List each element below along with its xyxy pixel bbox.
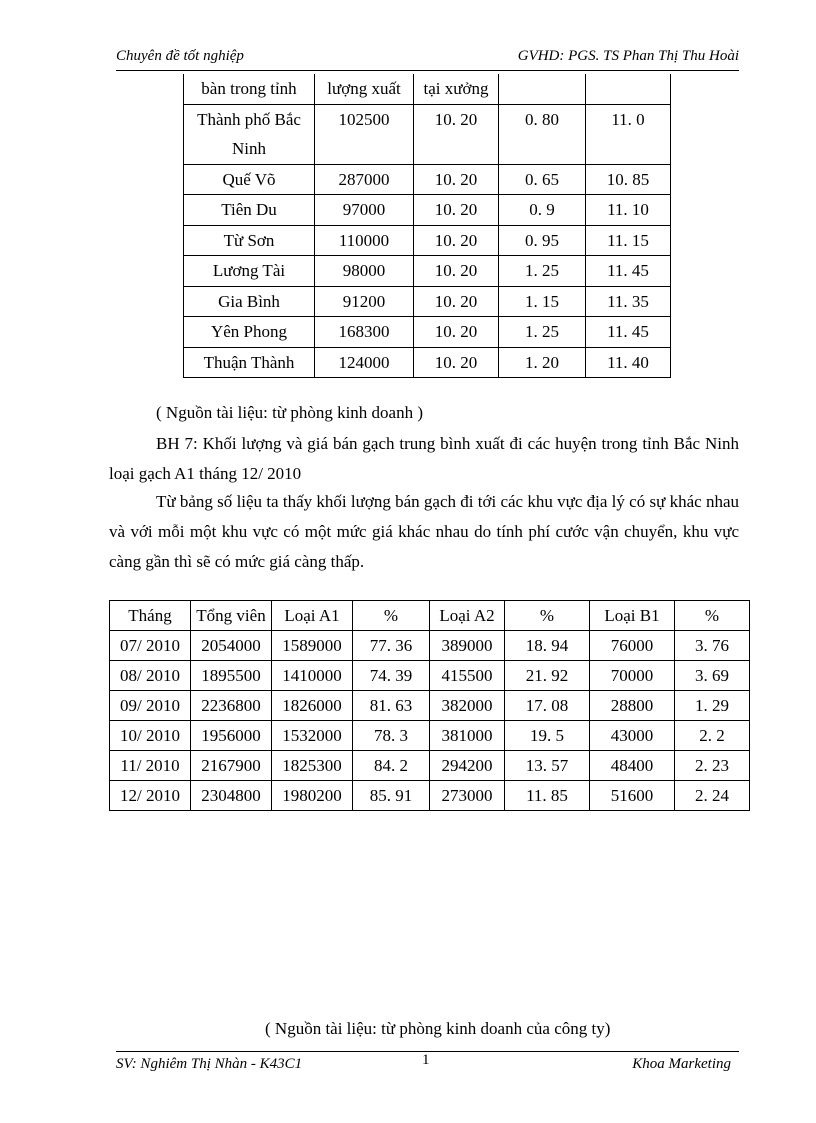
table-cell: 10. 20 <box>414 225 499 256</box>
table-cell: 110000 <box>315 225 414 256</box>
table-cell: 08/ 2010 <box>110 661 191 691</box>
table-cell: 19. 5 <box>505 721 590 751</box>
analysis-paragraph: Từ bảng số liệu ta thấy khối lượng bán gạch đi tới các khu vực địa lý có sự khác nhau và với mỗi một khu vực có một mức giá khác nhau do tính phí cước vận chuyển, khu vực càng gần thì sẽ có mức giá càng thấp. <box>109 492 739 571</box>
table-cell: 381000 <box>430 721 505 751</box>
table-cell: 2236800 <box>191 691 272 721</box>
table-cell: 11. 45 <box>586 256 671 287</box>
table-cell: 10. 20 <box>414 347 499 378</box>
table-row <box>184 317 671 348</box>
table-cell: 43000 <box>590 721 675 751</box>
table-cell: 10. 20 <box>414 317 499 348</box>
table-cell: Thành phố Bắc Ninh <box>184 104 315 164</box>
table-cell: 1532000 <box>272 721 353 751</box>
table-cell: 11. 15 <box>586 225 671 256</box>
table-cell: 17. 08 <box>505 691 590 721</box>
table-cell: 78. 3 <box>353 721 430 751</box>
table-cell: 28800 <box>590 691 675 721</box>
table-cell: 10/ 2010 <box>110 721 191 751</box>
table-cell: 124000 <box>315 347 414 378</box>
table-cell: 74. 39 <box>353 661 430 691</box>
page-header <box>116 46 739 71</box>
table-cell: 2. 2 <box>675 721 750 751</box>
table-cell: 11/ 2010 <box>110 751 191 781</box>
table-cell: 07/ 2010 <box>110 631 191 661</box>
table-cell: 3. 76 <box>675 631 750 661</box>
header-advisor: GVHD: PGS. TS Phan Thị Thu Hoài <box>517 48 739 64</box>
table-cell: lượng xuất <box>315 74 414 104</box>
table-cell: tại xưởng <box>414 74 499 104</box>
column-header: % <box>353 601 430 631</box>
table-cell: 21. 92 <box>505 661 590 691</box>
table-cell: 389000 <box>430 631 505 661</box>
table2-source-note: ( Nguồn tài liệu: từ phòng kinh doanh của công ty) <box>265 1019 611 1038</box>
table-cell: 3. 69 <box>675 661 750 691</box>
table-cell: 97000 <box>315 195 414 226</box>
table-cell: 294200 <box>430 751 505 781</box>
table-row <box>184 256 671 287</box>
table-cell: 84. 2 <box>353 751 430 781</box>
page-footer <box>116 1051 739 1080</box>
table-cell <box>499 74 586 104</box>
table-cell: Thuận Thành <box>184 347 315 378</box>
column-header: Loại A2 <box>430 601 505 631</box>
footer-student: SV: Nghiêm Thị Nhàn - K43C1 <box>116 1056 303 1072</box>
table-cell: 2. 24 <box>675 781 750 811</box>
table-cell: 77. 36 <box>353 631 430 661</box>
table-cell: 10. 85 <box>586 164 671 195</box>
table-cell: 76000 <box>590 631 675 661</box>
table-cell: Tiên Du <box>184 195 315 226</box>
table-cell: 1. 29 <box>675 691 750 721</box>
table-cell: 18. 94 <box>505 631 590 661</box>
table-header-row <box>110 601 750 631</box>
table-row <box>110 631 750 661</box>
table-row <box>184 74 671 104</box>
table-cell: 0. 9 <box>499 195 586 226</box>
table-cell: 1. 20 <box>499 347 586 378</box>
table-cell: 0. 65 <box>499 164 586 195</box>
table-cell: 1826000 <box>272 691 353 721</box>
table-cell: 98000 <box>315 256 414 287</box>
table-cell: 2167900 <box>191 751 272 781</box>
table-cell: 11. 0 <box>586 104 671 164</box>
column-header: % <box>675 601 750 631</box>
table-cell: Từ Sơn <box>184 225 315 256</box>
monthly-volume-table <box>109 600 750 811</box>
table-row <box>184 164 671 195</box>
table-cell: 2304800 <box>191 781 272 811</box>
column-header: % <box>505 601 590 631</box>
table-cell: 1589000 <box>272 631 353 661</box>
table-cell: 415500 <box>430 661 505 691</box>
table-cell: 1956000 <box>191 721 272 751</box>
table-cell: 1895500 <box>191 661 272 691</box>
table-row <box>110 751 750 781</box>
column-header: Loại A1 <box>272 601 353 631</box>
footer-faculty: Khoa Marketing <box>632 1056 731 1072</box>
header-thesis-label: Chuyên đề tốt nghiệp <box>116 48 244 64</box>
table-cell: 2. 23 <box>675 751 750 781</box>
table-row <box>184 225 671 256</box>
column-header: Tổng viên <box>191 601 272 631</box>
table-caption-paragraph: BH 7: Khối lượng và giá bán gạch trung bình xuất đi các huyện trong tỉnh Bắc Ninh loại gạch A1 tháng 12/ 2010 <box>109 434 739 483</box>
table-cell: 70000 <box>590 661 675 691</box>
table-cell: 273000 <box>430 781 505 811</box>
table-row <box>184 347 671 378</box>
table-cell: 11. 85 <box>505 781 590 811</box>
table-row <box>184 195 671 226</box>
table-cell: 1. 25 <box>499 256 586 287</box>
page-number: 1 <box>422 1052 430 1068</box>
table-cell: 10. 20 <box>414 256 499 287</box>
table-cell: Quế Võ <box>184 164 315 195</box>
table-cell: 10. 20 <box>414 104 499 164</box>
table-cell: 12/ 2010 <box>110 781 191 811</box>
table-cell: 287000 <box>315 164 414 195</box>
table-cell: 11. 10 <box>586 195 671 226</box>
table-cell: 09/ 2010 <box>110 691 191 721</box>
table-cell: 85. 91 <box>353 781 430 811</box>
table-cell: 382000 <box>430 691 505 721</box>
column-header: Loại B1 <box>590 601 675 631</box>
table-cell: bàn trong tỉnh <box>184 74 315 104</box>
table-row <box>110 781 750 811</box>
table-cell: 10. 20 <box>414 164 499 195</box>
table-cell: 0. 95 <box>499 225 586 256</box>
table-cell: 1825300 <box>272 751 353 781</box>
table-cell: Yên Phong <box>184 317 315 348</box>
table-row <box>110 691 750 721</box>
table-cell: 10. 20 <box>414 195 499 226</box>
table-cell: 168300 <box>315 317 414 348</box>
table-cell: 11. 35 <box>586 286 671 317</box>
table-cell: Gia Bình <box>184 286 315 317</box>
district-price-table <box>183 74 671 378</box>
table-cell: 48400 <box>590 751 675 781</box>
table-cell: 11. 45 <box>586 317 671 348</box>
table-cell: 11. 40 <box>586 347 671 378</box>
column-header: Tháng <box>110 601 191 631</box>
table-cell: 0. 80 <box>499 104 586 164</box>
table-row <box>110 721 750 751</box>
table-row <box>110 661 750 691</box>
table-cell <box>586 74 671 104</box>
table-row <box>184 286 671 317</box>
table-cell: Lương Tài <box>184 256 315 287</box>
table-cell: 102500 <box>315 104 414 164</box>
table-row <box>184 104 671 164</box>
table-cell: 1980200 <box>272 781 353 811</box>
table1-source-note: ( Nguồn tài liệu: từ phòng kinh doanh ) <box>156 403 424 422</box>
table-cell: 1410000 <box>272 661 353 691</box>
table-cell: 81. 63 <box>353 691 430 721</box>
table-cell: 1. 25 <box>499 317 586 348</box>
table-cell: 51600 <box>590 781 675 811</box>
table-cell: 2054000 <box>191 631 272 661</box>
table-cell: 1. 15 <box>499 286 586 317</box>
table-cell: 13. 57 <box>505 751 590 781</box>
table-cell: 91200 <box>315 286 414 317</box>
table-cell: 10. 20 <box>414 286 499 317</box>
